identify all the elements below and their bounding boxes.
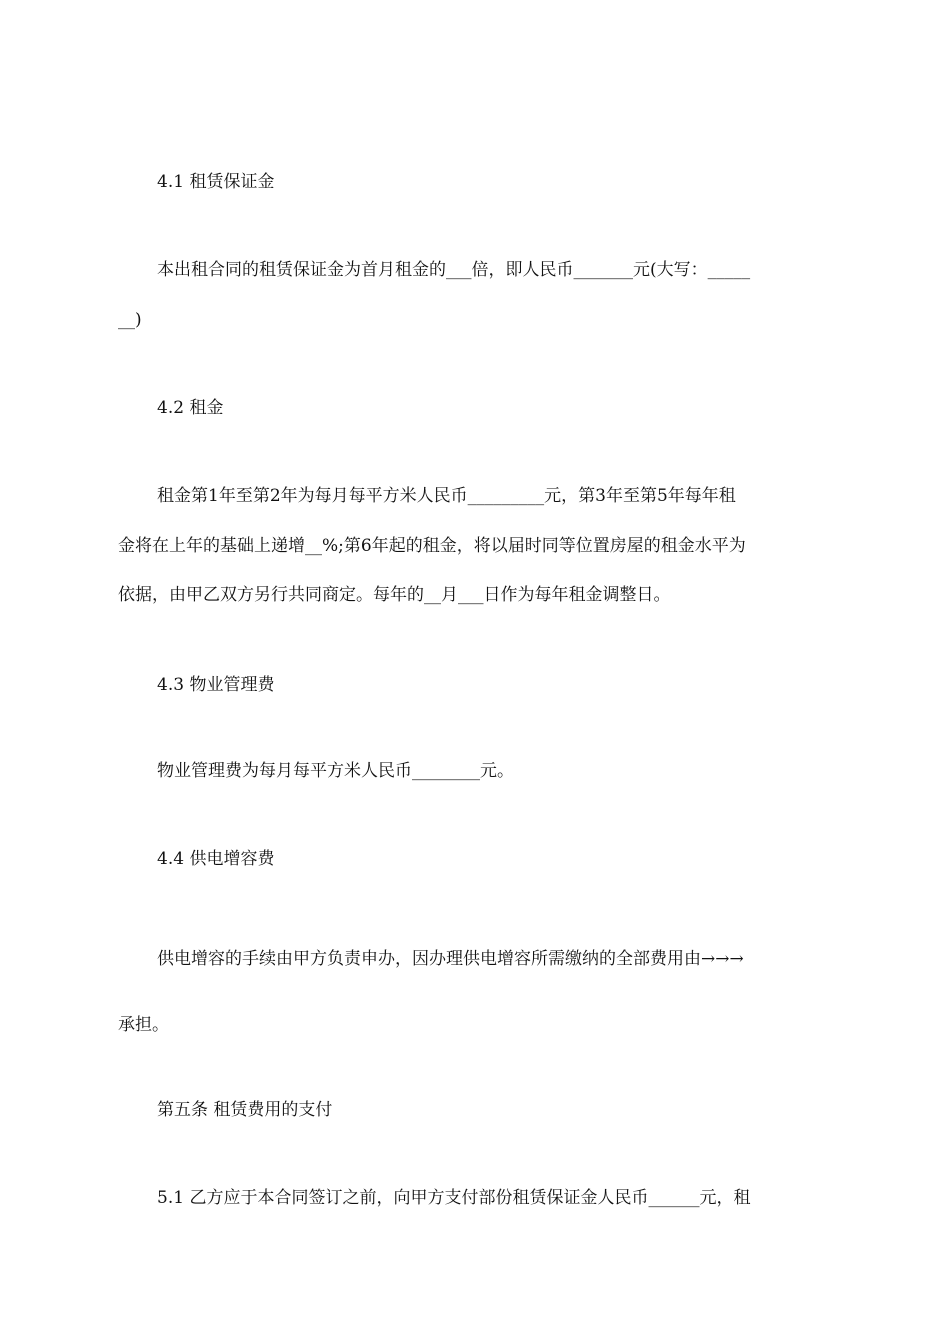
section-heading-4-3: 4.3 物业管理费 <box>157 675 275 695</box>
section-heading-4-1: 4.1 租赁保证金 <box>157 172 275 192</box>
paragraph-line: 供电增容的手续由甲方负责申办，因办理供电增容所需缴纳的全部费用由→→→ <box>157 949 744 969</box>
paragraph-line: 5.1 乙方应于本合同签订之前，向甲方支付部份租赁保证金人民币______元，租 <box>157 1188 751 1208</box>
paragraph-line: 本出租合同的租赁保证金为首月租金的___倍，即人民币_______元(大写：_____ <box>157 260 751 280</box>
paragraph-line: 金将在上年的基础上递增__%;第6年起的租金，将以届时同等位置房屋的租金水平为 <box>118 536 746 556</box>
paragraph-line: __) <box>118 310 142 330</box>
paragraph-line: 承担。 <box>118 1015 169 1035</box>
paragraph-line: 依据，由甲乙双方另行共同商定。每年的__月___日作为每年租金调整日。 <box>118 585 671 605</box>
paragraph-line: 租金第1年至第2年为每月每平方米人民币_________元，第3年至第5年每年租 <box>157 486 736 506</box>
paragraph-line: 物业管理费为每月每平方米人民币________元。 <box>157 761 514 781</box>
section-heading-4-2: 4.2 租金 <box>157 398 224 418</box>
section-heading-article-5: 第五条 租赁费用的支付 <box>157 1100 333 1120</box>
section-heading-4-4: 4.4 供电增容费 <box>157 849 275 869</box>
